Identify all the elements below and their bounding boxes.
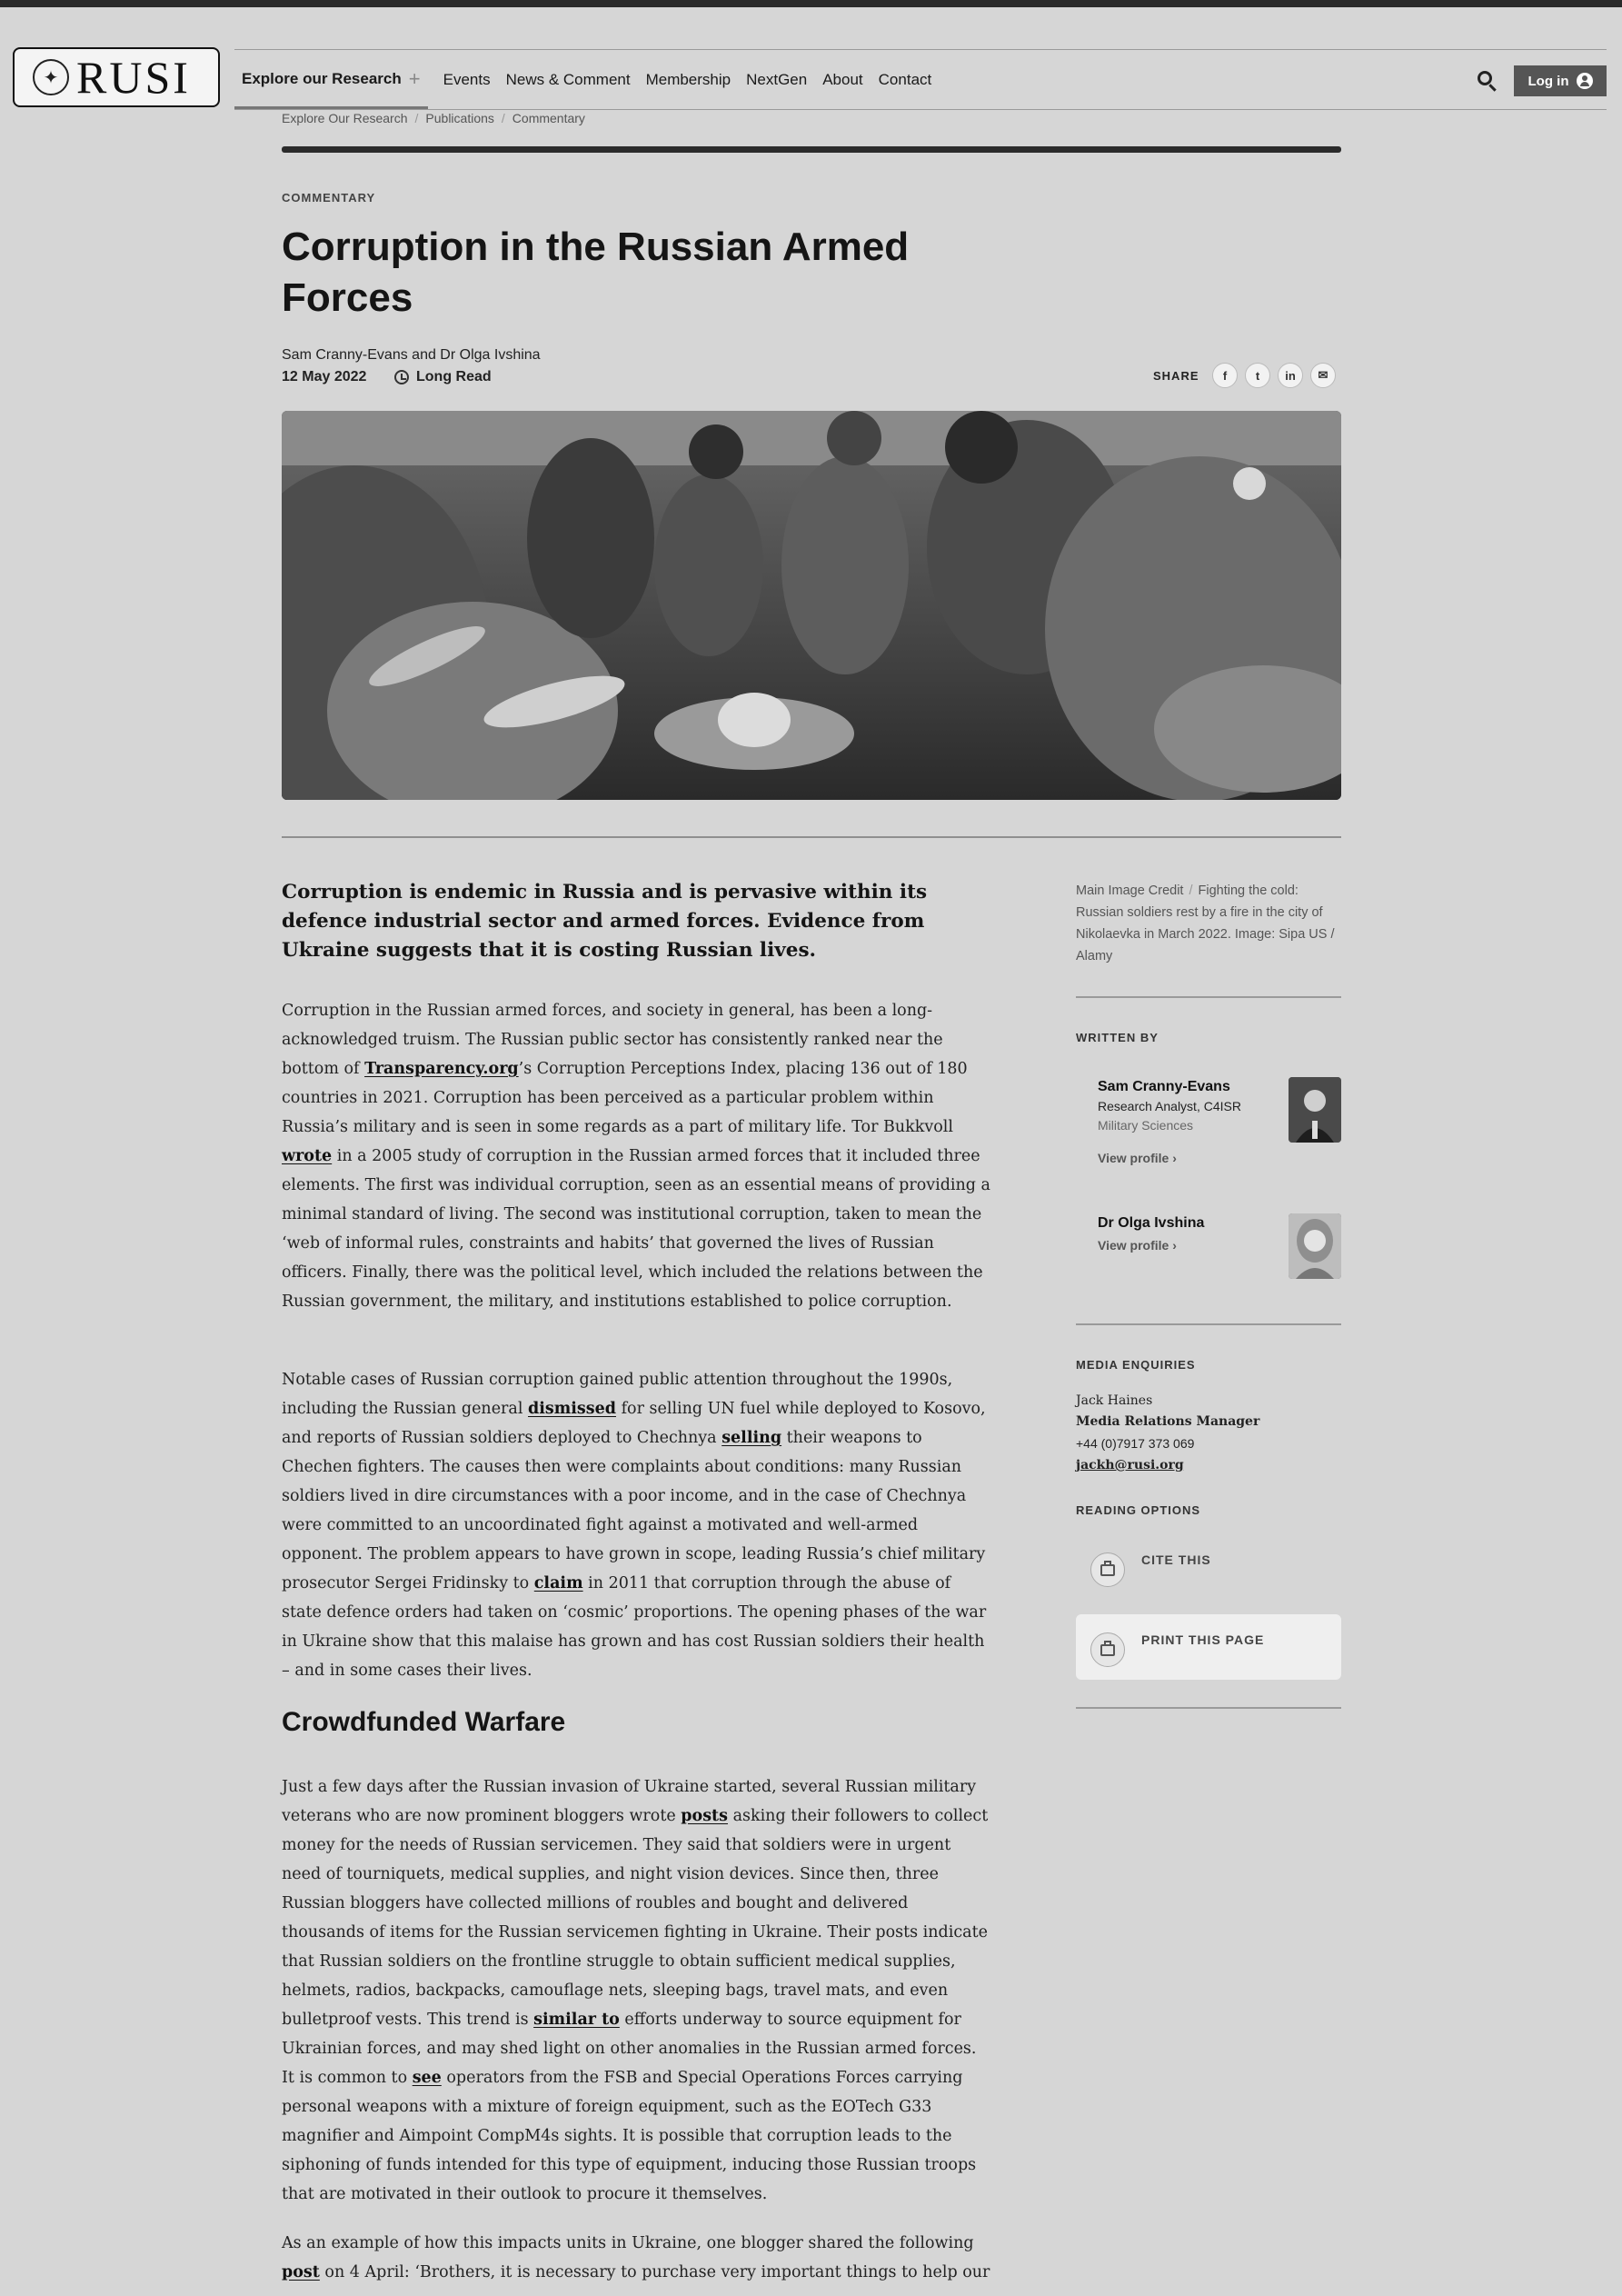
hero-image [282,411,1341,800]
share-linkedin-button[interactable] [1278,363,1303,388]
text-run: Just a few days after the Russian invasion of Ukraine started, several Russian military veterans who are now prominent bloggers wrote [282,1778,977,1825]
view-profile-label: View profile [1098,1238,1169,1253]
logo-text: RUSI [76,52,191,103]
facebook-icon: f [1222,368,1228,383]
written-by-label: WRITTEN BY [1076,1031,1159,1044]
author-2-name[interactable]: Dr Olga Ivshina [1098,1215,1205,1231]
text-run: in 2011 that corruption through the abuse of state defence orders had taken on ‘cosmic’ proportions. The opening phases of the war in Ukraine show that this malaise has grown and has cost Russian soldiers their health – and in some cases their lives. [282,1574,987,1680]
text-run: As an example of how this impacts units in Ukraine, one blogger shared the following [282,2234,974,2252]
article-divider [282,836,1341,838]
twitter-icon: t [1255,368,1260,383]
cite-this-button[interactable] [1076,1534,1341,1600]
text-run: in a 2005 study of corruption in the Russian armed forces that it included three elements. The first was individual corruption, seen as an essential means of providing a minimal standard of living. The second was institutional corruption, taken to mean the ‘web of informal rules, constraints and habits’ that governed the lives of Russian officers. Finally, there was the political level, which included the relations between the Russian government, the military, and institutions established to police corruption. [282,1147,990,1311]
text-run: on 4 April: ‘Brothers, it is necessary to purchase very important things to help our [319,2263,990,2281]
sidebar-divider [1076,996,1341,998]
cite-this-label: CITE THIS [1141,1552,1211,1567]
author-1-avatar[interactable] [1289,1077,1341,1143]
link-posts[interactable]: posts [681,1807,728,1825]
share-twitter-button[interactable] [1245,363,1270,388]
author-1-department: Military Sciences [1098,1118,1194,1133]
breadcrumb-explore[interactable]: Explore Our Research [282,111,408,125]
article-paragraph-3 [282,1772,990,2209]
print-page-button[interactable] [1076,1614,1341,1680]
credit-text: Fighting the cold: Russian soldiers rest by a fire in the city of Nikolaevka in March 2022. Image: Sipa US / Alamy [1076,883,1335,963]
rusi-crest-icon: ✦ [33,59,69,95]
article-lead: Corruption is endemic in Russia and is pervasive within its defence industrial sector and armed forces. Evidence from Ukraine suggests that it is costing Russian lives. [282,881,928,962]
media-enquiries-label: MEDIA ENQUIRIES [1076,1358,1196,1372]
article-paragraph-4 [282,2229,990,2287]
share-facebook-button[interactable] [1212,363,1238,388]
printer-icon [1090,1552,1125,1587]
nav-contact[interactable]: Contact [878,71,932,88]
nav-explore-research-label: Explore our Research [242,69,402,87]
nav-border-bottom [234,109,1607,110]
read-type: Long Read [416,369,492,384]
login-label: Log in [1527,73,1569,89]
page-title: Corruption in the Russian Armed Forces [282,225,910,320]
link-dismissed[interactable]: dismissed [528,1400,616,1418]
printer-icon [1090,1632,1125,1667]
text-run: asking their followers to collect money for the needs of Russian servicemen. They said that soldiers were in urgent need of tourniquets, medical supplies, and night vision devices. Since then, three Russian bloggers have collected millions of roubles and bought and delivered thousands of items for the Russian servicemen fighting in Ukraine. Their posts indicate that Russian soldiers on the frontline struggle to obtain sufficient medical supplies, helmets, radios, backpacks, camouflage nets, sleeping bags, travel mats, and even bulletproof vests. This trend is [282,1807,989,2029]
article-authors: Sam Cranny-Evans and Dr Olga Ivshina [282,347,541,363]
link-see[interactable]: see [412,2069,442,2087]
author-2-view-profile[interactable] [1098,1238,1177,1253]
text-run: Corruption in the Russian armed forces, and society in general, has been a long-acknowledged truism. The Russian public sector has consistently ranked near the bottom of [282,1002,943,1078]
share-email-button[interactable] [1310,363,1336,388]
login-button[interactable] [1514,65,1607,96]
article-paragraph-2 [282,1365,990,1685]
author-2-avatar[interactable] [1289,1213,1341,1279]
nav-news-comment[interactable]: News & Comment [505,71,631,88]
article-kicker: COMMENTARY [282,191,376,205]
breadcrumb-commentary[interactable]: Commentary [512,111,585,125]
email-icon: ✉ [1318,368,1328,382]
nav-membership[interactable]: Membership [645,71,731,88]
nav-about[interactable]: About [822,71,863,88]
view-profile-label: View profile [1098,1151,1169,1165]
nav-nextgen[interactable]: NextGen [746,71,808,88]
author-1-name[interactable]: Sam Cranny-Evans [1098,1079,1230,1094]
author-1-view-profile[interactable] [1098,1151,1177,1165]
print-page-label: PRINT THIS PAGE [1141,1632,1265,1647]
media-contact-title: Media Relations Manager [1076,1414,1260,1429]
text-run: efforts underway to source equipment for Ukrainian forces, and may shed light on other anomalies in the Russian armed forces. It is common to [282,2011,977,2087]
user-icon [1577,73,1593,89]
sidebar-divider [1076,1323,1341,1325]
text-run: for selling UN fuel while deployed to Kosovo, and reports of Russian soldiers deployed to Chechnya [282,1400,986,1447]
link-similar-to[interactable]: similar to [533,2011,620,2029]
top-bar [0,0,1622,7]
rusi-logo[interactable] [13,47,220,107]
sidebar-divider [1076,1707,1341,1709]
media-contact-email[interactable]: jackh@rusi.org [1076,1458,1184,1472]
clock-icon [394,370,409,384]
search-icon[interactable] [1478,71,1492,85]
breadcrumb: Explore Our Research / Publications / Commentary [282,111,585,125]
breadcrumb-publications[interactable]: Publications [425,111,494,125]
author-1-role: Research Analyst, C4ISR [1098,1099,1241,1113]
media-contact-phone: +44 (0)7917 373 069 [1076,1436,1195,1451]
link-wrote[interactable]: wrote [282,1147,333,1165]
text-run: ’s Corruption Perceptions Index, placing 136 out of 180 countries in 2021. Corruption has been perceived as a particular problem within Russia’s military and is seen in some regards as a part of military life. Tor Bukkvoll [282,1060,968,1136]
image-credit: Main Image Credit / Fighting the cold: Russian soldiers rest by a fire in the city of Nikolaevka in March 2022. Image: Sipa US / Alamy [1076,883,1335,963]
reading-options-label: READING OPTIONS [1076,1503,1201,1517]
nav-border-top [234,49,1607,50]
link-claim[interactable]: claim [533,1574,583,1592]
article-date: 12 May 2022 [282,369,367,384]
text-run: operators from the FSB and Special Operations Forces carrying personal weapons with a mixture of foreign equipment, such as the EOTech G33 magnifier and Aimpoint CompM4s sights. It is possible that corruption leads to the siphoning of funds intended for this type of equipment, inducing those Russian troops that are motivated in their outlook to procure it themselves. [282,2069,977,2203]
header-rule [282,146,1341,153]
chevron-right-icon: › [1172,1151,1177,1165]
media-contact-name: Jack Haines [1076,1393,1153,1408]
text-run: Notable cases of Russian corruption gained public attention throughout the 1990s, including the Russian general [282,1371,953,1418]
article-paragraph-1 [282,996,990,1316]
main-nav [234,51,947,109]
text-run: their weapons to Chechen fighters. The causes then were complaints about conditions: many Russian soldiers lived in dire circumstances with a poor income, and in the case of Chechnya were committed to an uncoordinated fight against a motivated and well-armed opponent. The problem appears to have grown in scope, leading Russia’s chief military prosecutor Sergei Fridinsky to [282,1429,986,1592]
plus-icon: + [408,66,421,90]
share-label: SHARE [1153,369,1199,383]
credit-label: Main Image Credit [1076,883,1184,898]
chevron-right-icon: › [1172,1238,1177,1253]
nav-explore-research[interactable] [234,51,428,109]
link-transparency[interactable]: Transparency.org [364,1060,519,1078]
linkedin-icon: in [1285,368,1296,383]
nav-events[interactable]: Events [443,71,491,88]
section-heading: Crowdfunded Warfare [282,1707,566,1737]
link-post[interactable]: post [282,2263,320,2281]
link-selling[interactable]: selling [721,1429,782,1447]
